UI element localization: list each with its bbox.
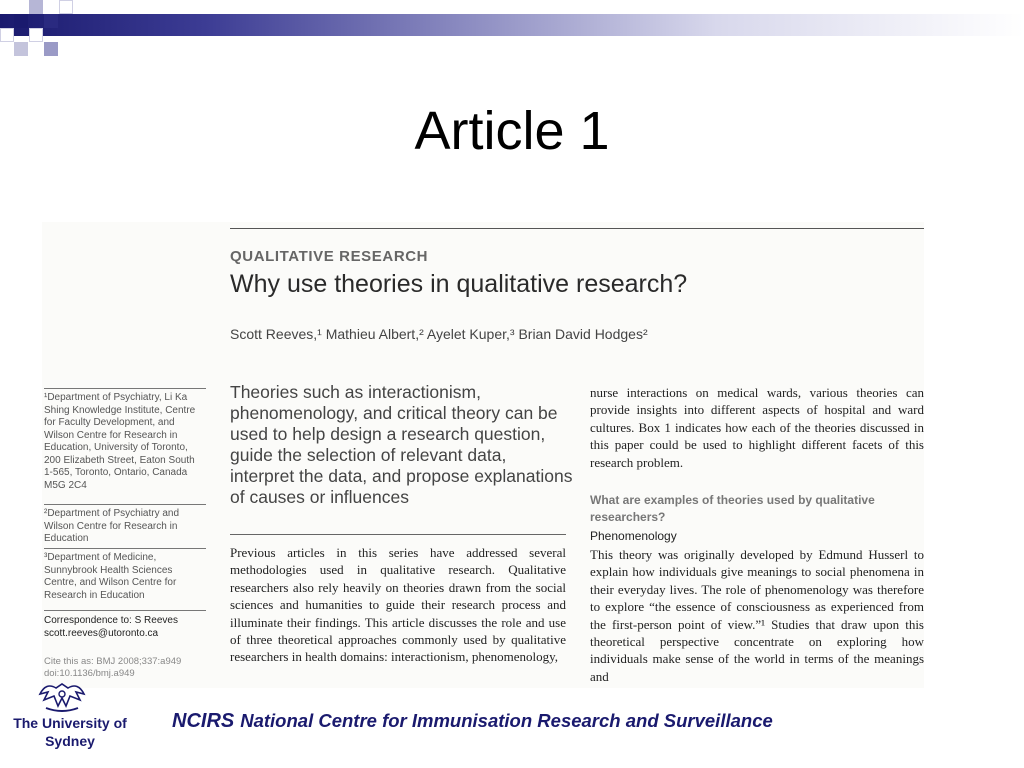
affiliation-2: ²Department of Psychiatry and Wilson Centre for Research in Education bbox=[44, 508, 180, 544]
decor-square bbox=[44, 42, 58, 56]
divider bbox=[44, 610, 206, 611]
section-heading: Phenomenology bbox=[590, 529, 677, 543]
article-authors: Scott Reeves,¹ Mathieu Albert,² Ayelet Kuper,³ Brian David Hodges² bbox=[230, 326, 648, 342]
decor-square bbox=[44, 14, 58, 28]
divider bbox=[44, 504, 206, 505]
slide-title: Article 1 bbox=[414, 101, 610, 161]
ncirs-abbr: NCIRS bbox=[172, 710, 235, 732]
article-scan bbox=[42, 222, 924, 688]
article-title: Why use theories in qualitative research? bbox=[230, 270, 688, 298]
decor-square bbox=[29, 0, 43, 14]
ncirs-footer bbox=[172, 710, 972, 733]
divider bbox=[44, 548, 206, 549]
article-body-right-top: nurse interactions on medical wards, various theories can provide insights into different aspects of hospital and ward cultures. Box 1 indicates how each of the theories discussed in this paper could be used to highlight different facets of this research problem. bbox=[590, 385, 924, 470]
decor-square bbox=[59, 0, 73, 14]
divider bbox=[230, 534, 566, 535]
divider bbox=[44, 388, 206, 389]
decor-square bbox=[29, 28, 43, 42]
article-body-left: Previous articles in this series have addressed several methodologies used in qualitative research. Qualitative researchers also rely heavily on theories drawn from the social sciences and humanities to guide their research process and illuminate their findings. This article discusses the role and use of three theoretical approaches commonly used by qualitative researchers in health domains: interactionism, phenomenology, bbox=[230, 545, 566, 665]
decor-square bbox=[0, 28, 14, 42]
divider bbox=[230, 228, 924, 229]
article-body-right: This theory was originally developed by Edmund Husserl to explain how individuals give meanings to social phenomena in their everyday lives. The role of phenomenology was therefore to explore “the essence of consciousness as experienced from the first-person point of view.”¹ Studies that draw upon this theoretical perspective concentrate on exploring how individuals make sense of the world in terms of the meanings and bbox=[590, 547, 924, 684]
ncirs-full-name: National Centre for Immunisation Research and Surveillance bbox=[240, 710, 773, 731]
header-gradient-bar bbox=[0, 14, 1024, 36]
affiliation-1: ¹Department of Psychiatry, Li Ka Shing Knowledge Institute, Centre for Faculty Development, and Wilson Centre for Research in Education, University of Toronto, 200 Elizabeth Street, Eaton South 1-565, Toronto, Ontario, Canada M5G 2C4 bbox=[44, 392, 196, 491]
decor-square bbox=[14, 14, 28, 28]
university-crest-icon bbox=[36, 680, 88, 714]
university-name: The University of Sydney bbox=[13, 715, 127, 749]
correspondence: Correspondence to: S Reeves scott.reeves@utoronto.ca bbox=[44, 615, 178, 639]
article-abstract: Theories such as interactionism, phenomenology, and critical theory can be used to help design a research question, guide the selection of relevant data, interpret the data, and propose explanations of causes or influences bbox=[230, 382, 573, 507]
citation: Cite this as: BMJ 2008;337:a949 doi:10.1136/bmj.a949 bbox=[44, 656, 182, 679]
decor-square bbox=[14, 42, 28, 56]
article-subheading: What are examples of theories used by qualitative researchers? bbox=[590, 493, 875, 524]
article-kicker: QUALITATIVE RESEARCH bbox=[230, 248, 429, 265]
affiliation-3: ³Department of Medicine, Sunnybrook Health Sciences Centre, and Wilson Centre for Research in Education bbox=[44, 552, 177, 601]
